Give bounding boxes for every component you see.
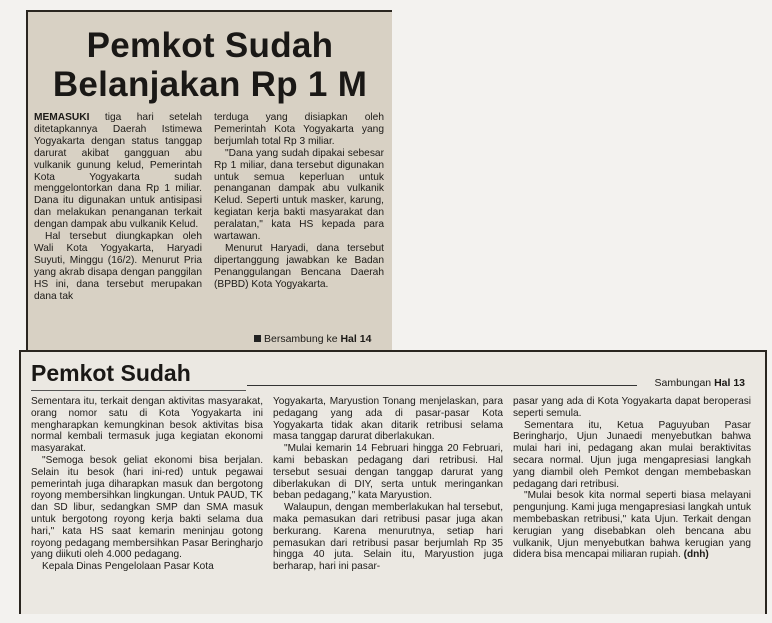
paragraph: Sementara itu, terkait dengan aktivitas masyarakat, orang nomor satu di Kota Yogyakarta ini mengharapkan kemungkinan besok aktivitas bisa normal kembali termasuk juga kegiatan ekonomi masyarakat.	[31, 396, 263, 455]
column-1	[31, 396, 263, 573]
headline: Pemkot Sudah Belanjakan Rp 1 M	[52, 26, 368, 104]
paragraph: pasar yang ada di Kota Yogyakarta dapat beroperasi seperti semula.	[513, 396, 751, 419]
column-1	[34, 112, 202, 303]
continuation-headline: Pemkot Sudah	[31, 360, 191, 386]
divider	[31, 390, 246, 391]
column-3	[513, 396, 751, 561]
paragraph: "Mulai besok kita normal seperti biasa melayani pengunjung. Kami juga mengapresiasi langkah untuk membebaskan retribusi," kata Ujun. Terkait dengan kerugian yang disebabkan oleh bencana abu vulkanik, Ujun menyebutkan bahwa kerugian yang didera bisa mencapai miliaran rupiah. (dnh)	[513, 490, 751, 561]
square-bullet-icon	[254, 335, 261, 342]
continued-page: Hal 14	[340, 333, 372, 345]
paragraph: Yogyakarta, Maryustion Tonang menjelaskan, para pedagang yang ada di pasar-pasar Kota Yogyakarta tidak akan ditarik retribusi selama masa tanggap darurat diberlakukan.	[273, 396, 503, 443]
paragraph: Sementara itu, Ketua Paguyuban Pasar Beringharjo, Ujun Junaedi menyebutkan bahwa mulai hari ini, pedagang akan mulai beraktivitas secara normal. Ujun juga mengapresiasi langkah yang diambil oleh Pemkot dengan membebaskan pedagang dari retribusi.	[513, 419, 751, 490]
paragraph: "Dana yang sudah dipakai sebesar Rp 1 miliar, dana tersebut digunakan untuk semua keperluan untuk penanganan dampak abu vulkanik Kelud. Seperti untuk masker, karung, kegiatan kerja bakti masyarakat dan peralatan," kata HS kepada para wartawan.	[214, 147, 384, 243]
lead-kicker: MEMASUKI	[34, 112, 90, 123]
continued-note: Bersambung ke Hal 14	[254, 333, 371, 345]
article-clipping-top	[26, 10, 392, 352]
paragraph: "Mulai kemarin 14 Februari hingga 20 Februari, kami bebaskan pedagang dari retribusi. Hal tersebut sesuai dengan tanggap darurat yang diberlakukan di DIY, serta untuk meringankan beban pedagang," kata Maryustion.	[273, 443, 503, 502]
paragraph: terduga yang disiapkan oleh Pemerintah Kota Yogyakarta yang berjumlah total Rp 3 miliar.	[214, 112, 384, 147]
paragraph: Menurut Haryadi, dana tersebut dipertanggung jawabkan ke Badan Penanggulangan Bencana Daerah (BPBD) Kota Yogyakarta.	[214, 242, 384, 290]
paragraph: Kepala Dinas Pengelolaan Pasar Kota	[42, 561, 214, 573]
paragraph: Hal tersebut diungkapkan oleh Wali Kota Yogyakarta, Haryadi Suyuti, Minggu (16/2). Menurut Pria yang akrab disapa dengan panggilan HS ini, dana tersebut merupakan dana tak	[34, 231, 202, 302]
paragraph: MEMASUKI tiga hari setelah ditetapkannya Daerah Istimewa Yogyakarta dengan status tanggap darurat akibat gangguan abu vulkanik gunung kelud, Pemerintah Kota Yogyakarta sudah menggelontorkan dana Rp 1 miliar. Dana itu digunakan untuk antisipasi dan melakukan penanganan terkait dengan dampak abu vulkanik Kelud.	[34, 112, 202, 231]
article-clipping-bottom	[19, 350, 767, 614]
byline-initials: (dnh)	[683, 549, 709, 561]
paragraph: Walaupun, dengan memberlakukan hal tersebut, maka pemasukan dari retribusi pasar juga akan berkurang. Karena menurutnya, setiap hari pemasukan dari retribusi pasar berjumlah Rp 35 hingga 40 juta. Selain itu, Maryustion juga berharap, hari ini pasar-	[273, 502, 503, 573]
continued-from: Sambungan Hal 13	[654, 377, 745, 389]
column-2	[273, 396, 503, 573]
paragraph: "Semoga besok geliat ekonomi bisa berjalan. Selain itu besok (hari ini-red) untuk pegawai pemerintah juga diharapkan masuk dan bergotong royong membersihkan lingkungan. Untuk PAUD, TK dan SD libur, sedangkan SMP dan SMA masuk untuk bergotong royong kerja bakti selama dua hari," kata HS saat kemarin meninjau gotong royong pedagang membersihkan Pasar Beringharjo yang diikuti oleh 4.000 pedagang.	[31, 454, 263, 561]
continued-page: Hal 13	[714, 377, 745, 389]
divider	[247, 385, 637, 386]
column-2	[214, 112, 384, 291]
